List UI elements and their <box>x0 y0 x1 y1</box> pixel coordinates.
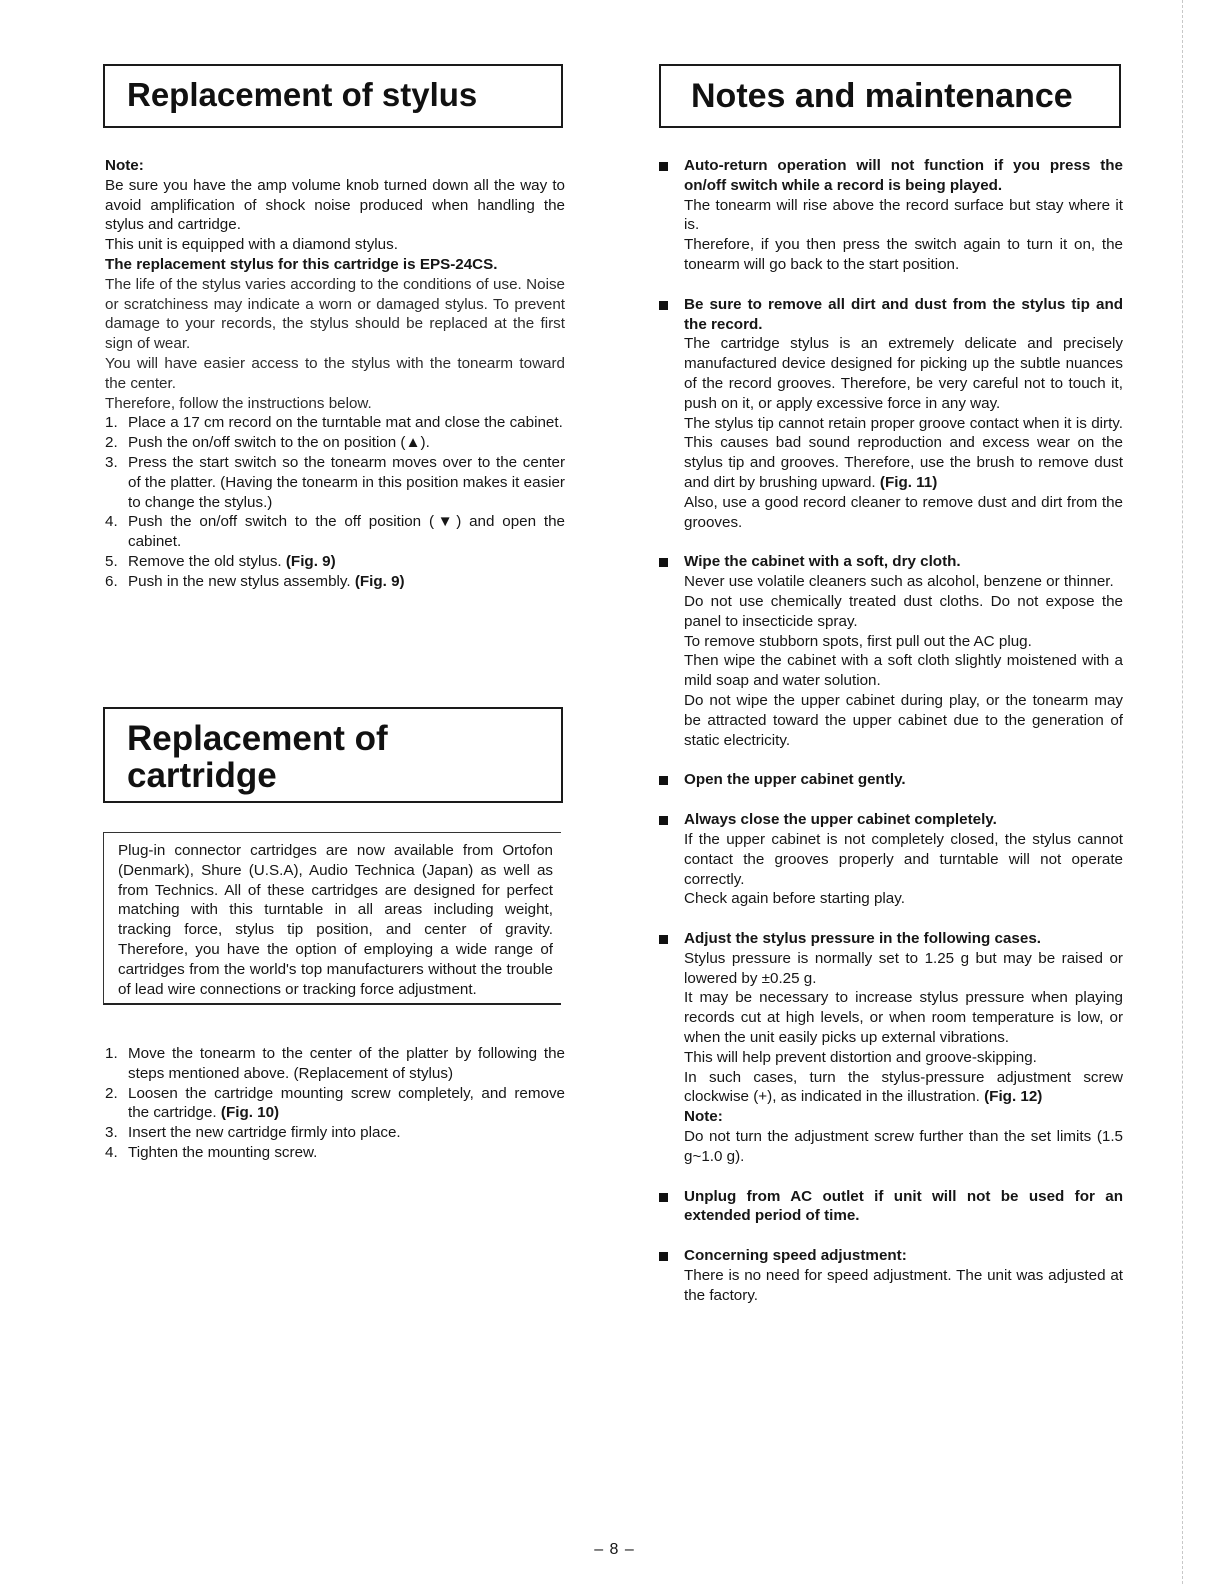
list-item: Auto-return operation will not function if you press the on/off switch while a record is being played. The tonearm will rise above the record surface but stay where it is. Therefore, if you then press the switch again to turn it on, the tonearm will go back to the start position. <box>659 156 1123 275</box>
cartridge-steps <box>105 1044 565 1163</box>
list-item: 2. Loosen the cartridge mounting screw completely, and remove the cartridge. (Fig. 10) <box>105 1084 565 1122</box>
follow-instructions-text: Therefore, follow the instructions below. <box>105 394 372 412</box>
figure-reference: (Fig. 9) <box>285 552 336 570</box>
page-number: – 8 – <box>594 1541 635 1558</box>
list-item: 6. Push in the new stylus assembly. (Fig. 9) <box>105 572 405 590</box>
bullet-square-icon <box>659 776 668 785</box>
cartridge-intro-box: Plug-in connector cartridges are now available from Ortofon (Denmark), Shure (U.S.A), Audio Technica (Japan) as well as from Technics. All of these cartridges are designed for perfect matching with this turntable in all areas including weight, tracking force, stylus tip position, and center of gravity. Therefore, you have the option of employing a wide range of cartridges from the world's top manufacturers without the trouble of lead wire connections or tracking force adjustment. <box>103 832 561 1005</box>
bullet-square-icon <box>659 935 668 944</box>
note-text: Be sure you have the amp volume knob turned down all the way to avoid amplification of shock noise produced when handling the stylus and cartridge. <box>105 176 565 234</box>
section-title-replacement-of-cartridge: Replacement of cartridge <box>103 707 563 803</box>
list-item: 4. Push the on/off switch to the off position (▼) and open the cabinet. <box>105 513 565 551</box>
section-title-notes-and-maintenance: Notes and maintenance <box>659 64 1121 128</box>
figure-reference: (Fig. 11) <box>879 473 938 491</box>
bullet-square-icon <box>659 1193 668 1202</box>
tonearm-access-text: You will have easier access to the stylus with the tonearm toward the center. <box>105 354 565 392</box>
stylus-section-body <box>105 156 565 592</box>
list-item: Adjust the stylus pressure in the following cases. Stylus pressure is normally set to 1.25 g but may be raised or lowered by ±0.25 g. It may be necessary to increase stylus pressure when playing records cut at high levels, or when room temperature is low, or when the unit easily picks up external vibrations. This will help prevent distortion and groove-skipping. In such cases, turn the stylus-pressure adjustment screw clockwise (+), as indicated in the illustration. (Fig. 12) Note: Do not turn the adjustment screw further than the set limits (1.5 g~1.0 g). <box>659 929 1123 1167</box>
bullet-square-icon <box>659 162 668 171</box>
figure-reference: (Fig. 12) <box>984 1088 1043 1106</box>
stylus-life-text: The life of the stylus varies according to the conditions of use. Noise or scratchiness may indicate a worn or damaged stylus. To prevent damage to your records, the stylus should be replaced at the first sign of wear. <box>105 275 565 353</box>
bullet-square-icon <box>659 1252 668 1261</box>
stylus-steps-list <box>105 413 565 591</box>
figure-reference: (Fig. 9) <box>354 572 405 590</box>
list-item: 3. Insert the new cartridge firmly into place. <box>105 1124 401 1142</box>
note-label: Note: <box>684 1108 723 1126</box>
list-item: 2. Push the on/off switch to the on position (▲). <box>105 434 430 452</box>
list-item: Concerning speed adjustment: There is no need for speed adjustment. The unit was adjusted at the factory. <box>659 1246 1123 1305</box>
scan-edge-line <box>1182 0 1183 1584</box>
list-item: Be sure to remove all dirt and dust from the stylus tip and the record. The cartridge stylus is an extremely delicate and precisely manufactured device designed for picking up the subtle nuances of the record grooves. Therefore, be very careful not to touch it, push on it, or apply excessive force in any way. The stylus tip cannot retain proper groove contact when it is dirty. This causes bad sound reproduction and excess wear on the stylus tip and grooves. Therefore, use the brush to remove dust and dirt by brushing upward. (Fig. 11) Also, use a good record cleaner to remove dust and dirt from the grooves. <box>659 295 1123 533</box>
cartridge-steps-list <box>105 1044 565 1163</box>
maintenance-notes-list <box>659 156 1123 1306</box>
figure-reference: (Fig. 10) <box>220 1104 280 1122</box>
list-item: Always close the upper cabinet completely. If the upper cabinet is not completely closed, the stylus cannot contact the grooves properly and turntable will not operate correctly. Check again before starting play. <box>659 810 1123 909</box>
section-title-replacement-of-stylus: Replacement of stylus <box>103 64 563 128</box>
list-item: 1. Move the tonearm to the center of the platter by following the steps mentioned above. (Replacement of stylus) <box>105 1045 565 1082</box>
list-item: 4. Tighten the mounting screw. <box>105 1143 318 1161</box>
diamond-stylus-text: This unit is equipped with a diamond stylus. <box>105 236 398 254</box>
bullet-square-icon <box>659 301 668 310</box>
list-item: 5. Remove the old stylus. (Fig. 9) <box>105 552 336 570</box>
list-item: Open the upper cabinet gently. <box>659 770 1123 790</box>
bullet-square-icon <box>659 816 668 825</box>
list-item: 1. Place a 17 cm record on the turntable mat and close the cabinet. <box>105 414 563 432</box>
list-item: Wipe the cabinet with a soft, dry cloth. Never use volatile cleaners such as alcohol, benzene or thinner. Do not use chemically treated dust cloths. Do not expose the panel to insecticide spray. To remove stubborn spots, first pull out the AC plug. Then wipe the cabinet with a soft cloth slightly moistened with a mild soap and water solution. Do not wipe the upper cabinet during play, or the tonearm may be attracted toward the upper cabinet due to the generation of static electricity. <box>659 552 1123 750</box>
list-item: Unplug from AC outlet if unit will not be used for an extended period of time. <box>659 1187 1123 1227</box>
replacement-stylus-model: The replacement stylus for this cartridge is EPS-24CS. <box>105 255 498 273</box>
note-text: Do not turn the adjustment screw further than the set limits (1.5 g~1.0 g). <box>684 1128 1123 1165</box>
list-item: 3. Press the start switch so the tonearm moves over to the center of the platter. (Having the tonearm in this position makes it easier to change the stylus.) <box>105 453 565 511</box>
note-label: Note: <box>105 157 144 174</box>
bullet-square-icon <box>659 558 668 567</box>
